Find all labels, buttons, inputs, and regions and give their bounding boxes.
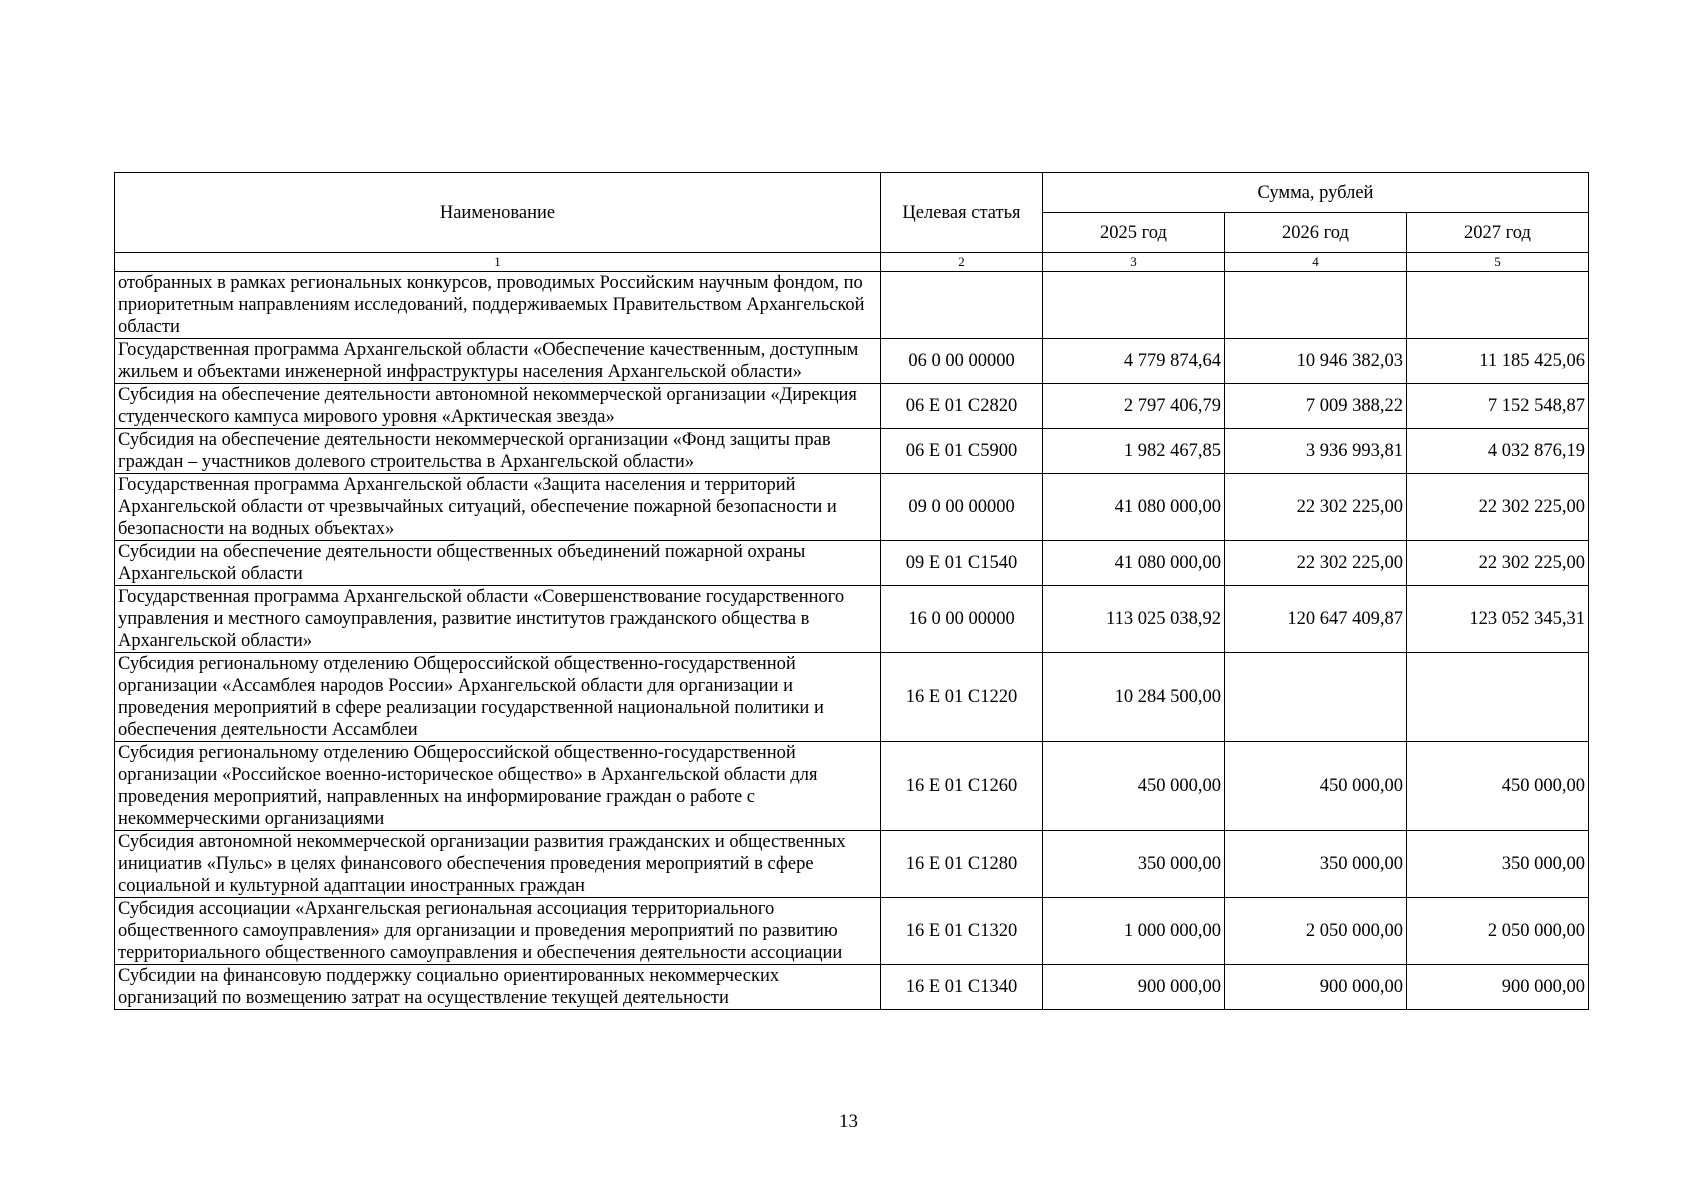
- row-amount-2025: 2 797 406,79: [1043, 384, 1225, 429]
- row-amount-2025: [1043, 272, 1225, 339]
- row-code: 16 Е 01 С1220: [881, 653, 1043, 742]
- column-number: 1: [115, 253, 881, 272]
- row-amount-2027: [1407, 653, 1589, 742]
- table-row: [115, 541, 1589, 586]
- table-row: [115, 898, 1589, 965]
- row-amount-2026: [1225, 653, 1407, 742]
- row-code: 16 Е 01 С1320: [881, 898, 1043, 965]
- header-year-2025: 2025 год: [1043, 213, 1225, 253]
- row-name: Субсидии на финансовую поддержку социально ориентированных некоммерческих организаций по возмещению затрат на осуществление текущей деятельности: [115, 965, 881, 1010]
- row-code: 06 Е 01 С2820: [881, 384, 1043, 429]
- row-code: [881, 272, 1043, 339]
- row-amount-2027: 123 052 345,31: [1407, 586, 1589, 653]
- row-name: Государственная программа Архангельской области «Совершенствование государственного управления и местного самоуправления, развитие институтов гражданского общества в Архангельской области»: [115, 586, 881, 653]
- header-year-2026: 2026 год: [1225, 213, 1407, 253]
- row-amount-2025: 350 000,00: [1043, 831, 1225, 898]
- row-amount-2025: 450 000,00: [1043, 742, 1225, 831]
- row-amount-2027: 22 302 225,00: [1407, 474, 1589, 541]
- table-row: [115, 272, 1589, 339]
- table-row: [115, 429, 1589, 474]
- row-code: 06 Е 01 С5900: [881, 429, 1043, 474]
- row-amount-2027: 11 185 425,06: [1407, 339, 1589, 384]
- table-row: [115, 965, 1589, 1010]
- row-code: 06 0 00 00000: [881, 339, 1043, 384]
- column-number: 5: [1407, 253, 1589, 272]
- table-row: [115, 339, 1589, 384]
- row-amount-2025: 1 982 467,85: [1043, 429, 1225, 474]
- row-amount-2027: 4 032 876,19: [1407, 429, 1589, 474]
- header-name: Наименование: [115, 173, 881, 253]
- row-name: Субсидия на обеспечение деятельности автономной некоммерческой организации «Дирекция студенческого кампуса мирового уровня «Арктическая звезда»: [115, 384, 881, 429]
- table-row: [115, 831, 1589, 898]
- column-number-row: [115, 253, 1589, 272]
- row-amount-2026: 120 647 409,87: [1225, 586, 1407, 653]
- row-amount-2027: 450 000,00: [1407, 742, 1589, 831]
- row-amount-2026: 2 050 000,00: [1225, 898, 1407, 965]
- table-row: [115, 384, 1589, 429]
- row-amount-2027: 2 050 000,00: [1407, 898, 1589, 965]
- row-amount-2026: 10 946 382,03: [1225, 339, 1407, 384]
- row-amount-2025: 41 080 000,00: [1043, 541, 1225, 586]
- row-name: отобранных в рамках региональных конкурсов, проводимых Российским научным фондом, по приоритетным направлениям исследований, поддерживаемых Правительством Архангельской области: [115, 272, 881, 339]
- row-amount-2027: 7 152 548,87: [1407, 384, 1589, 429]
- row-amount-2026: [1225, 272, 1407, 339]
- header-year-2027: 2027 год: [1407, 213, 1589, 253]
- table-row: [115, 586, 1589, 653]
- row-code: 09 0 00 00000: [881, 474, 1043, 541]
- row-amount-2026: 7 009 388,22: [1225, 384, 1407, 429]
- row-code: 16 0 00 00000: [881, 586, 1043, 653]
- page-number: 13: [839, 1111, 858, 1132]
- row-amount-2027: [1407, 272, 1589, 339]
- row-amount-2025: 113 025 038,92: [1043, 586, 1225, 653]
- row-amount-2026: 350 000,00: [1225, 831, 1407, 898]
- row-name: Субсидия региональному отделению Общероссийской общественно-государственной организации «Ассамблея народов России» Архангельской области для организации и проведения мероприятий в сфере реализации государственной национальной политики и обеспечения деятельности Ассамблеи: [115, 653, 881, 742]
- row-code: 16 Е 01 С1260: [881, 742, 1043, 831]
- row-amount-2027: 900 000,00: [1407, 965, 1589, 1010]
- row-amount-2025: 41 080 000,00: [1043, 474, 1225, 541]
- row-code: 16 Е 01 С1340: [881, 965, 1043, 1010]
- table-row: [115, 653, 1589, 742]
- row-amount-2026: 3 936 993,81: [1225, 429, 1407, 474]
- column-number: 3: [1043, 253, 1225, 272]
- row-amount-2027: 350 000,00: [1407, 831, 1589, 898]
- row-name: Субсидия региональному отделению Общероссийской общественно-государственной организации «Российское военно-историческое общество» в Архангельской области для проведения мероприятий, направленных на информирование граждан о работе с некоммерческими организациями: [115, 742, 881, 831]
- row-amount-2026: 900 000,00: [1225, 965, 1407, 1010]
- row-amount-2027: 22 302 225,00: [1407, 541, 1589, 586]
- row-amount-2026: 450 000,00: [1225, 742, 1407, 831]
- row-name: Субсидия на обеспечение деятельности некоммерческой организации «Фонд защиты прав граждан – участников долевого строительства в Архангельской области»: [115, 429, 881, 474]
- header-code: Целевая статья: [881, 173, 1043, 253]
- table-row: [115, 474, 1589, 541]
- row-name: Государственная программа Архангельской области «Защита населения и территорий Архангельской области от чрезвычайных ситуаций, обеспечение пожарной безопасности и безопасности на водных объектах»: [115, 474, 881, 541]
- row-code: 16 Е 01 С1280: [881, 831, 1043, 898]
- row-name: Субсидии на обеспечение деятельности общественных объединений пожарной охраны Архангельской области: [115, 541, 881, 586]
- column-number: 4: [1225, 253, 1407, 272]
- row-code: 09 Е 01 С1540: [881, 541, 1043, 586]
- header-sum: Сумма, рублей: [1043, 173, 1589, 213]
- row-amount-2026: 22 302 225,00: [1225, 474, 1407, 541]
- column-number: 2: [881, 253, 1043, 272]
- row-name: Государственная программа Архангельской области «Обеспечение качественным, доступным жильем и объектами инженерной инфраструктуры населения Архангельской области»: [115, 339, 881, 384]
- row-name: Субсидия ассоциации «Архангельская региональная ассоциация территориального общественного самоуправления» для организации и проведения мероприятий по развитию территориального общественного самоуправления и обеспечения деятельности ассоциации: [115, 898, 881, 965]
- row-amount-2025: 10 284 500,00: [1043, 653, 1225, 742]
- row-amount-2025: 1 000 000,00: [1043, 898, 1225, 965]
- budget-table: [114, 172, 1589, 1010]
- row-name: Субсидия автономной некоммерческой организации развития гражданских и общественных инициатив «Пульс» в целях финансового обеспечения проведения мероприятий в сфере социальной и культурной адаптации иностранных граждан: [115, 831, 881, 898]
- row-amount-2025: 900 000,00: [1043, 965, 1225, 1010]
- table-row: [115, 742, 1589, 831]
- row-amount-2026: 22 302 225,00: [1225, 541, 1407, 586]
- row-amount-2025: 4 779 874,64: [1043, 339, 1225, 384]
